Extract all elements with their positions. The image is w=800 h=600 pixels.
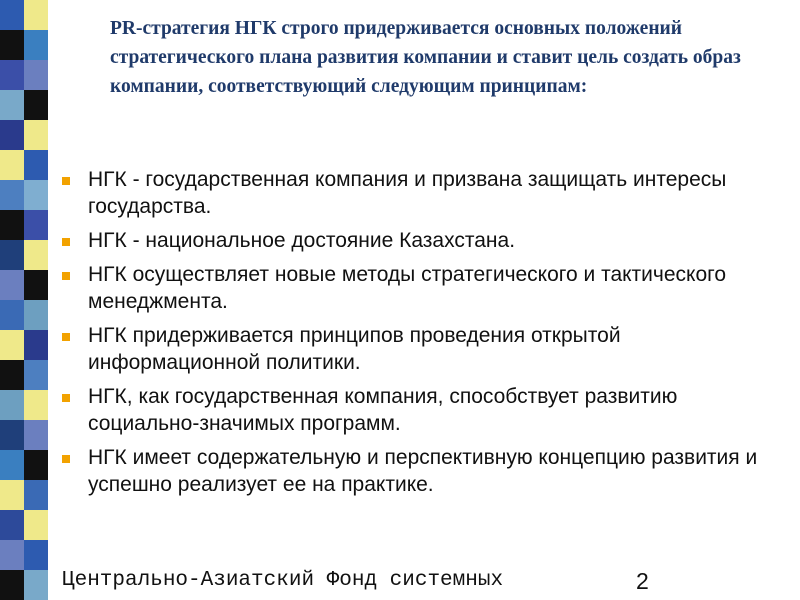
bullet-text: НГК - государственная компания и призвана защищать интересы государства. bbox=[88, 168, 727, 218]
stripe-cell bbox=[24, 330, 48, 360]
stripe-cell bbox=[24, 510, 48, 540]
stripe-cell bbox=[0, 300, 24, 330]
square-bullet-icon bbox=[62, 238, 70, 246]
bullet-text: НГК, как государственная компания, способствует развитию социально-значимых программ. bbox=[88, 385, 678, 435]
stripe-cell bbox=[0, 570, 24, 600]
stripe-cell bbox=[0, 150, 24, 180]
bullet-item bbox=[62, 322, 762, 376]
bullet-text: НГК осуществляет новые методы стратегического и тактического менеджмента. bbox=[88, 263, 726, 313]
stripe-cell bbox=[0, 180, 24, 210]
stripe-cell bbox=[0, 270, 24, 300]
stripe-cell bbox=[24, 180, 48, 210]
stripe-cell bbox=[24, 120, 48, 150]
bullet-text: НГК придерживается принципов проведения открытой информационной политики. bbox=[88, 324, 621, 374]
stripe-cell bbox=[24, 480, 48, 510]
slide-title: PR-стратегия НГК строго придерживается основных положений стратегического плана развития компании и ставит цель создать образ компании, соответствующий следующим принципам: bbox=[110, 18, 741, 97]
stripe-cell bbox=[24, 270, 48, 300]
stripe-cell bbox=[24, 420, 48, 450]
stripe-cell bbox=[24, 240, 48, 270]
stripe-cell bbox=[24, 0, 48, 30]
stripe-cell bbox=[24, 300, 48, 330]
stripe-cell bbox=[0, 540, 24, 570]
stripe-cell bbox=[24, 90, 48, 120]
square-bullet-icon bbox=[62, 272, 70, 280]
stripe-cell bbox=[0, 210, 24, 240]
stripe-cell bbox=[0, 330, 24, 360]
stripe-cell bbox=[0, 30, 24, 60]
bullet-item bbox=[62, 261, 762, 315]
square-bullet-icon bbox=[62, 333, 70, 341]
square-bullet-icon bbox=[62, 394, 70, 402]
stripe-cell bbox=[0, 360, 24, 390]
stripe-cell bbox=[24, 150, 48, 180]
stripe-cell bbox=[24, 360, 48, 390]
stripe-cell bbox=[24, 30, 48, 60]
decorative-stripe bbox=[0, 0, 48, 600]
square-bullet-icon bbox=[62, 177, 70, 185]
stripe-cell bbox=[0, 60, 24, 90]
stripe-column-right bbox=[24, 0, 48, 600]
stripe-cell bbox=[0, 120, 24, 150]
page-number: 2 bbox=[636, 568, 649, 594]
stripe-cell bbox=[0, 450, 24, 480]
square-bullet-icon bbox=[62, 455, 70, 463]
stripe-cell bbox=[24, 60, 48, 90]
bullet-item bbox=[62, 227, 762, 254]
stripe-cell bbox=[0, 0, 24, 30]
stripe-cell bbox=[24, 390, 48, 420]
footer-text: Центрально-Азиатский Фонд системных bbox=[62, 569, 504, 592]
stripe-cell bbox=[0, 420, 24, 450]
stripe-cell bbox=[0, 240, 24, 270]
bullet-item bbox=[62, 166, 762, 220]
bullet-text: НГК - национальное достояние Казахстана. bbox=[88, 229, 516, 252]
stripe-cell bbox=[0, 480, 24, 510]
bullet-item bbox=[62, 444, 762, 498]
stripe-cell bbox=[0, 390, 24, 420]
stripe-cell bbox=[0, 90, 24, 120]
bullet-item bbox=[62, 383, 762, 437]
stripe-cell bbox=[24, 210, 48, 240]
stripe-cell bbox=[24, 540, 48, 570]
bullet-list bbox=[62, 166, 762, 505]
bullet-text: НГК имеет содержательную и перспективную концепцию развития и успешно реализует ее на практике. bbox=[88, 446, 758, 496]
stripe-cell bbox=[24, 450, 48, 480]
stripe-cell bbox=[24, 570, 48, 600]
stripe-column-left bbox=[0, 0, 24, 600]
stripe-cell bbox=[0, 510, 24, 540]
